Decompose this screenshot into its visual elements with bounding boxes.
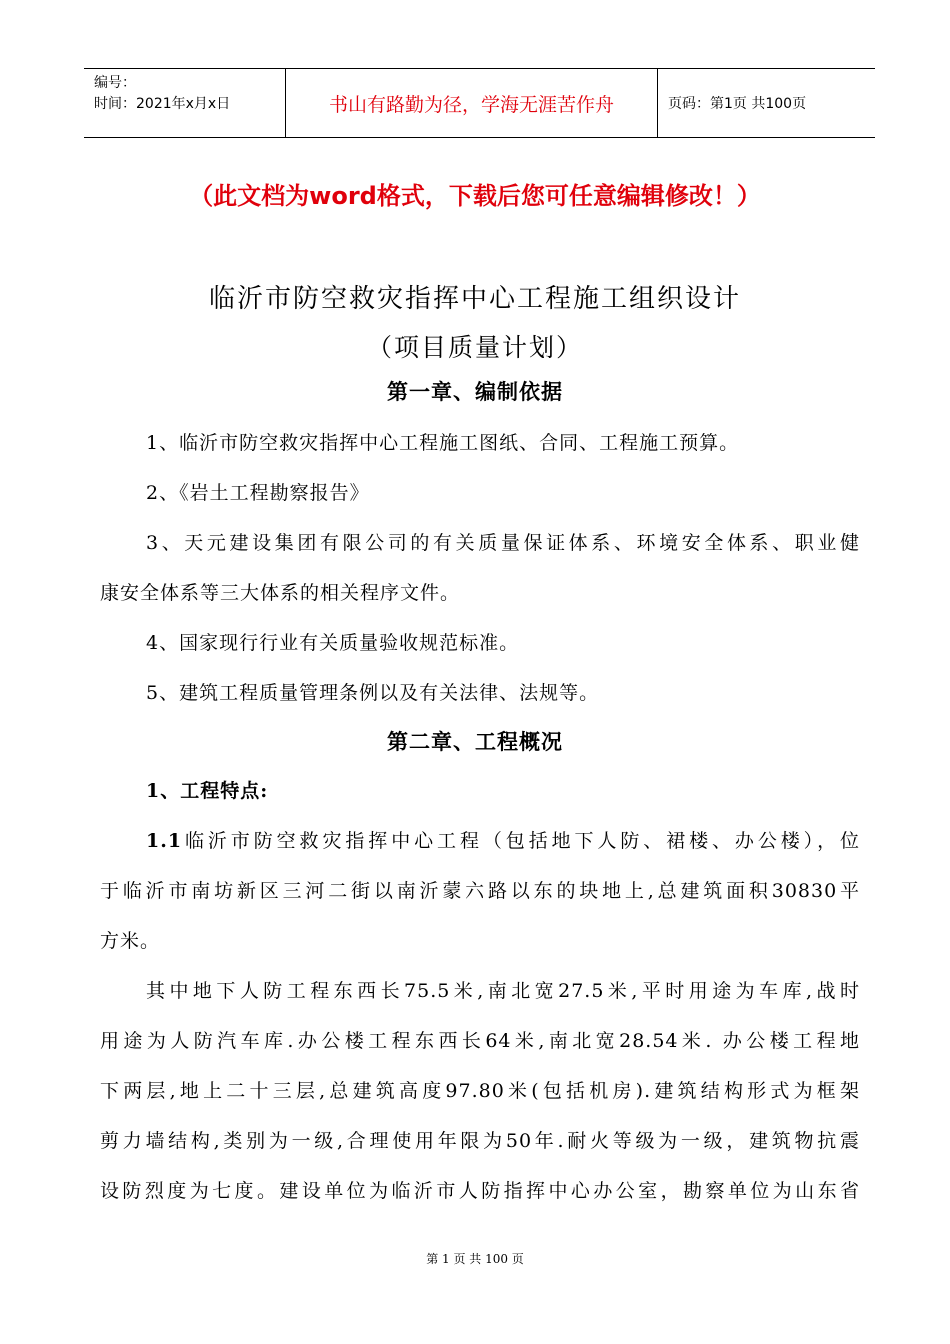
list-item-continuation: 康安全体系等三大体系的相关程序文件。: [100, 582, 461, 604]
section-heading: 1、工程特点:: [146, 780, 269, 802]
list-item: 3、天元建设集团有限公司的有关质量保证体系、环境安全体系、职业健: [146, 532, 860, 554]
paragraph-text: 临沂市防空救灾指挥中心工程（包括地下人防、裙楼、办公楼），位: [182, 830, 860, 852]
chapter1-body: [100, 418, 860, 718]
page-footer: 第 1 页 共 100 页: [426, 1252, 524, 1266]
paragraph-line: 其中地下人防工程东西长75.5米,南北宽27.5米,平时用途为车库,战时: [146, 980, 860, 1002]
paragraph-line: 于临沂市南坊新区三河二街以南沂蒙六路以东的块地上,总建筑面积30830平: [100, 880, 860, 902]
chapter-heading-1: 第一章、编制依据: [387, 379, 563, 404]
document-time-label: 时间：2021年x月x日: [94, 96, 231, 112]
document-title: 临沂市防空救灾指挥中心工程施工组织设计: [208, 284, 741, 314]
header-motto: 书山有路勤为径，学海无涯苦作舟: [286, 69, 658, 137]
edit-notice: （此文档为word格式，下载后您可任意编辑修改！）: [189, 182, 761, 210]
paragraph-line: 方米。: [100, 930, 161, 952]
section-number: 1.1: [146, 830, 183, 852]
document-header: [84, 68, 875, 138]
paragraph-line: [100, 816, 860, 866]
header-meta-cell: [84, 69, 286, 137]
list-item: 2、《岩土工程勘察报告》: [146, 482, 370, 504]
list-item: 1、临沂市防空救灾指挥中心工程施工图纸、合同、工程施工预算。: [146, 432, 740, 454]
chapter-heading-2: 第二章、工程概况: [387, 729, 563, 754]
document-subtitle: （项目质量计划）: [366, 333, 583, 362]
paragraph-line: 用途为人防汽车库.办公楼工程东西长64米,南北宽28.54米. 办公楼工程地: [100, 1030, 860, 1052]
list-item: 4、国家现行行业有关质量验收规范标准。: [146, 632, 520, 654]
header-page-label: 页码：第1页 共100页: [668, 96, 807, 112]
paragraph-line: 设防烈度为七度。建设单位为临沂市人防指挥中心办公室，勘察单位为山东省: [100, 1180, 860, 1202]
list-item: 5、建筑工程质量管理条例以及有关法律、法规等。: [146, 682, 600, 704]
paragraph-line: 剪力墙结构,类别为一级,合理使用年限为50年.耐火等级为一级，建筑物抗震: [100, 1130, 860, 1152]
paragraph-line: 下两层,地上二十三层,总建筑高度97.80米(包括机房).建筑结构形式为框架: [100, 1080, 860, 1102]
document-number-label: 编号：: [94, 75, 136, 91]
chapter2-body: [100, 766, 860, 1216]
